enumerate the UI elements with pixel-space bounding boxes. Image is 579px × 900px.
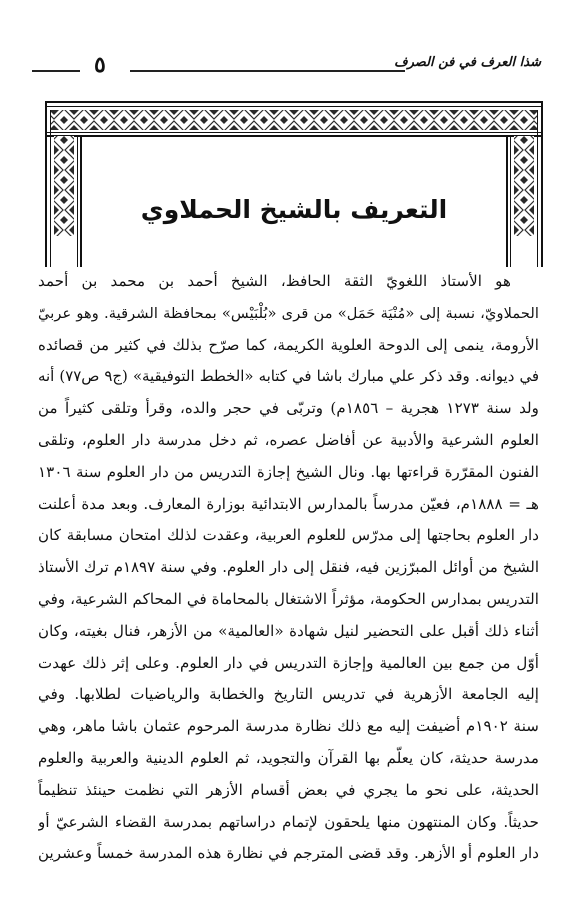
- header-rule: [32, 70, 80, 72]
- text-line: إليه الجامعة الأزهرية في تدريس التاريخ والخطابة والرياضيات لطلابها. وفي: [38, 685, 539, 704]
- text-line: الأرومة، ينمى إلى الدوحة العلوية الكريمة، كما صرّح بذلك في كثير من قصائده: [38, 335, 539, 354]
- body-text: [38, 266, 539, 870]
- running-header: [32, 48, 541, 84]
- decorative-title-frame: [44, 100, 544, 270]
- text-line: الشيخ من أوائل المبرّزين فيه، فنقل إلى دار العلوم. وفي سنة ١٨٩٧م ترك الأستاذ: [38, 558, 539, 577]
- text-line: الحملاويّ، نسبة إلى «مُنْيَة حَمَل» من قرى «بُلْبَيْس» بمحافظة الشرقية. وهو عربيّ: [38, 304, 539, 322]
- text-line: دار العلوم بحاجتها إلى مدرّس للعلوم العربية، وعقدت لذلك امتحان مسابقة كان: [38, 526, 539, 545]
- text-line: هو الأستاذ اللغويّ الثقة الحافظ، الشيخ أحمد بن محمد بن أحمد: [38, 272, 511, 290]
- text-line: هـ = ١٨٨٨م، فعيّن مدرساً بالمدارس الابتدائية بوزارة المعارف. وبعد مدة أعلنت: [38, 494, 539, 513]
- book-title: شذا العرف في فن الصرف: [394, 55, 541, 70]
- text-line: التدريس بمدارس الحكومة، مؤثراً الاشتغال بالمحاماة في المحاكم الشرعية، وفي: [38, 589, 539, 608]
- text-line: الحديثة، على نحو ما يجري في بعض أقسام الأزهر التي نظمت حينئذ تنظيماً: [38, 780, 539, 799]
- page-number: ٥: [94, 52, 106, 78]
- text-line: أوّل من جمع بين العالمية وإجازة التدريس في دار العلوم. وعلى إثر ذلك عهدت: [38, 653, 539, 672]
- text-line: دار العلوم أو الأزهر. وقد قضى المترجم في نظارة هذه المدرسة خمساً وعشرين: [38, 844, 539, 863]
- text-line: العلوم الشرعية والأدبية عن أفاضل عصره، ثم دخل مدرسة دار العلوم، وتلقى: [38, 430, 539, 449]
- text-line: أثناء ذلك أقبل على التحضير لنيل شهادة «العالمية» من الأزهر، فنال بغيته، وكان: [38, 621, 539, 640]
- header-rule: [130, 70, 405, 72]
- text-line: سنة ١٩٠٢م أضيفت إليه مع ذلك نظارة مدرسة المرحوم عثمان باشا ماهر، وهي: [38, 717, 539, 736]
- chapter-title: التعريف بالشيخ الحملاوي: [140, 195, 448, 224]
- text-line: حديثاً. وكان المنتهون منها يلحقون لإتمام دراساتهم بمدرسة القضاء الشرعيّ أو: [38, 812, 539, 831]
- text-line: الفنون المقرّرة قراءتها بها. ونال الشيخ إجازة التدريس من دار العلوم سنة ١٣٠٦: [38, 462, 539, 481]
- text-line: مدرسة حديثة، كان يعلّم بها القرآن والتجويد، ثم العلوم الدينية والعربية والعلوم: [38, 748, 539, 767]
- text-line: في ديوانه. وقد ذكر علي مبارك باشا في كتابه «الخطط التوفيقية» (ج٩ ص٧٧) أنه: [38, 367, 539, 386]
- text-line: ولد سنة ١٢٧٣ هجرية – ١٨٥٦م) وتربّى في حجر والده، وقرأ وتلقى كثيراً من: [38, 399, 539, 418]
